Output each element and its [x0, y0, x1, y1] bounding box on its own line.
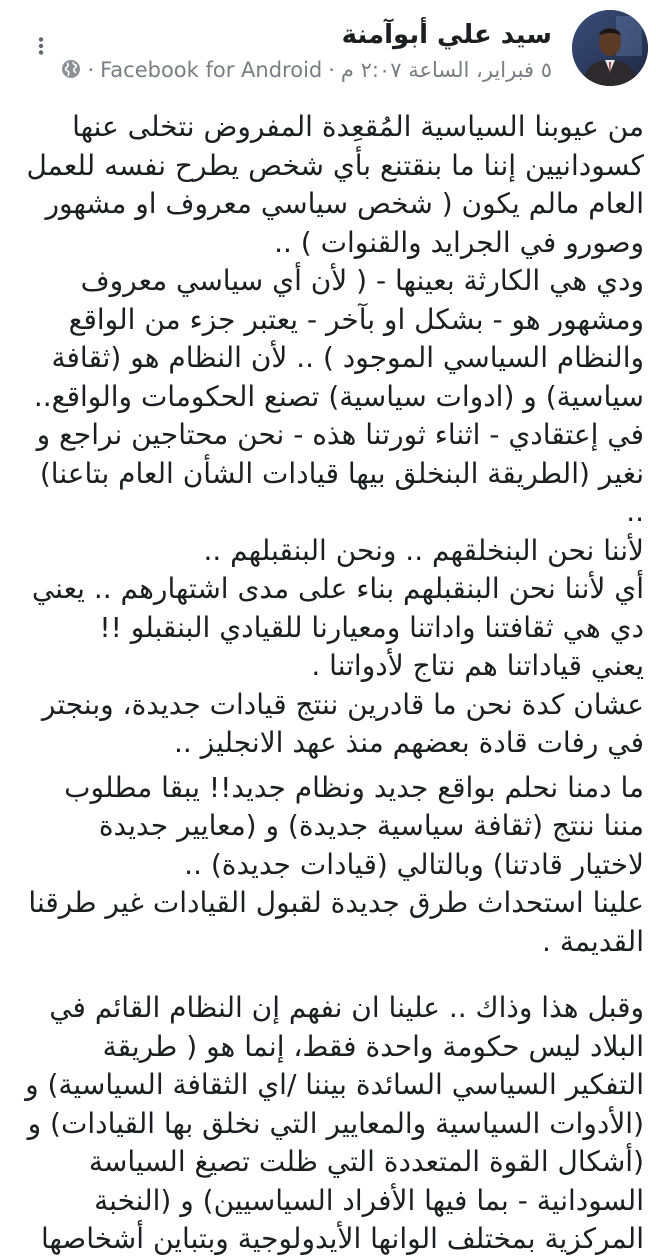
- post-date[interactable]: ٥ فبراير، الساعة ٢:٠٧ م: [340, 58, 552, 82]
- author-name[interactable]: سيد علي أبوآمنة: [341, 20, 552, 50]
- post-source: Facebook for Android: [100, 58, 323, 82]
- globe-icon[interactable]: [59, 59, 81, 81]
- post-meta: [59, 58, 552, 82]
- post-paragraph: من عيوبنا السياسية المُقعِدة المفروض نتخلى عنها كسودانيين إننا ما بنقتنع بأي شخص يطرح نفسه للعمل العام مالم يكون ( شخص سياسي معروف او مشهور وصورو في الجرايد والقنوات ) .. ودي هي الكارثة بعينها - ( لأن أي سياسي معروف ومشهور هو - بشكل او بآخر - يعتبر جزء من الواقع والنظام السياسي الموجود ) .. لأن النظام هو (ثقافة سياسية) و (ادوات سياسية) تصنع الحكومات والواقع.. في إعتقادي - اثناء ثورتنا هذه - نحن محتاجين نراجع و نغير (الطريقة البنخلق بيها قيادات الشأن العام بتاعنا) .. لأننا نحن البنخلقهم .. ونحن البنقبلهم .. أي لأننا نحن البنقبلهم بناء على مدى اشتهارهم .. يعني دي هي ثقافتنا واداتنا ومعيارنا للقيادي البنقبلو !! يعني قياداتنا هم نتاج لأدواتنا . عشان كدة نحن ما قادرين ننتج قيادات جديدة، وبنجتر في رفات قادة بعضهم منذ عهد الانجليز ..: [26, 110, 644, 759]
- post-paragraph: وقبل هذا وذاك .. علينا ان نفهم إن النظام القائم في البلاد ليس حكومة واحدة فقط، إنما هو ( طريقة التفكير السياسي السائدة بيننا /اي الثقافة السياسية) و (الأدوات السياسية والمعايير التي نخلق بها القيادات) و (أشكال القوة المتعددة التي ظلت تصيغ السياسة السودانية - بما فيها الأفراد السياسيين) و (النخبة المركزية بمختلف الوانها الأيدولوجية وبتباين أشخاصها: [25, 991, 644, 1255]
- post-header: [0, 0, 656, 100]
- more-options-icon[interactable]: [30, 35, 52, 57]
- avatar[interactable]: [572, 10, 648, 86]
- meta-separator: ·: [328, 58, 335, 82]
- post-body: [14, 100, 644, 1259]
- meta-separator-2: ·: [87, 58, 95, 82]
- post-paragraph: ما دمنا نحلم بواقع جديد ونظام جديد!! يبقا مطلوب مننا ننتج (ثقافة سياسية جديدة) و (معايير جديدة لاختيار قادتنا) وبالتالي (قيادات جديدة) .. علينا استحداث طرق جديدة لقبول القيادات غير طرقنا القديمة .: [28, 770, 644, 958]
